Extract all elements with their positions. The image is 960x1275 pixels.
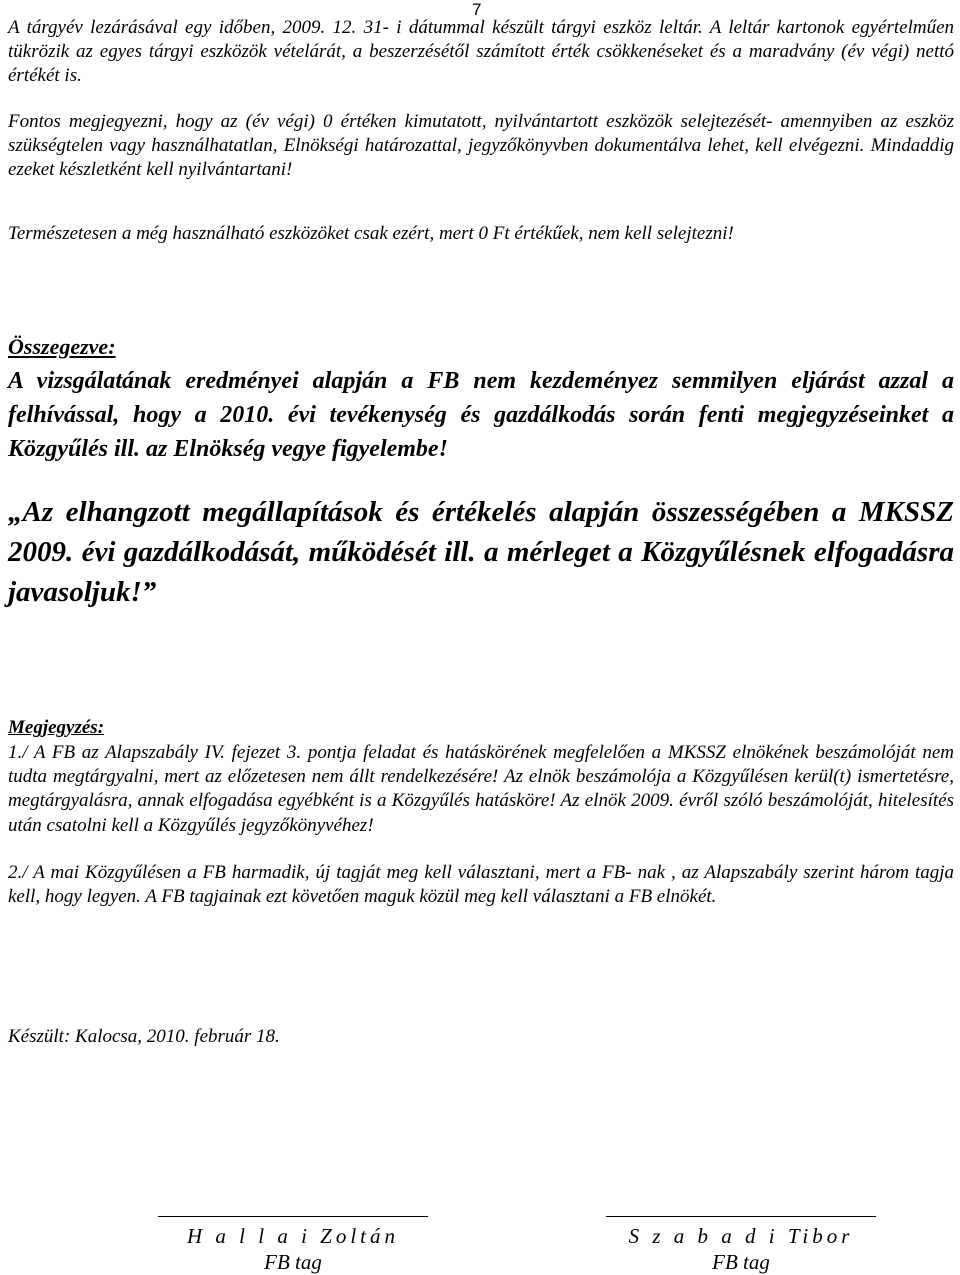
paragraph-usable-assets: Természetesen a még használható eszközöket csak ezért, mert 0 Ft értékűek, nem kell selejtezni! xyxy=(8,223,734,244)
recommendation-text: „Az elhangzott megállapítások és értékelés alapján összességében a MKSSZ 2009. évi gazdálkodását, működését ill. a mérleget a Közgyűlésnek elfogadásra javasoljuk!” xyxy=(8,496,954,608)
paragraph-write-off: Fontos megjegyezni, hogy az (év végi) 0 értéken kimutatott, nyilvántartott eszközök selejtezését- amennyiben az eszköz szükségtelen vagy használhatatlan, Elnökségi határozattal, jegyzőkönyvben dokumentálva lehet, kell elvégezni. Mindaddig ezeket készletként kell nyilvántartani! xyxy=(8,111,954,181)
signature-block-left xyxy=(158,1216,428,1275)
signature-role: FB tag xyxy=(264,1250,322,1274)
note-2: 2./ A mai Közgyűlésen a FB harmadik, új tagját meg kell választani, mert a FB- nak , az Alapszabály szerint három tagja kell, hogy legyen. A FB tagjainak ezt követően maguk közül meg kell választani a FB elnökét. xyxy=(8,862,954,908)
signature-role: FB tag xyxy=(712,1250,770,1274)
page-number: 7 xyxy=(472,0,482,19)
place-date: Készült: Kalocsa, 2010. február 18. xyxy=(8,1026,280,1047)
summary-text: A vizsgálatának eredményei alapján a FB nem kezdeményez semmilyen eljárást azzal a felhívással, hogy a 2010. évi tevékenység és gazdálkodás során fenti megjegyzéseinket a Közgyűlés ill. az Elnökség vegye figyelembe! xyxy=(8,368,954,462)
signature-name: H a l l a i Zoltán xyxy=(186,1224,400,1248)
signature-block-right xyxy=(606,1216,876,1275)
signature-name: S z a b a d i Tibor xyxy=(628,1224,854,1248)
notes-heading: Megjegyzés: xyxy=(8,717,105,738)
note-1: 1./ A FB az Alapszabály IV. fejezet 3. pontja feladat és hatáskörének megfelelően a MKSSZ elnökének beszámolóját nem tudta megtárgyalni, mert az előzetesen nem állt rendelkezésére! Az elnök beszámolója a Közgyűlésen kerül(t) ismertetésre, megtárgyalásra, annak elfogadása egyébként is a Közgyűlés hatásköre! Az elnök 2009. évről szóló beszámolóját, hitelesítés után csatolni kell a Közgyűlés jegyzőkönyvéhez! xyxy=(8,742,954,836)
paragraph-inventory: A tárgyév lezárásával egy időben, 2009. 12. 31- i dátummal készült tárgyi eszköz leltár. A leltár kartonok egyértelműen tükrözik az egyes tárgyi eszközök vételárát, a beszerzésétől számított érték csökkenéseket és a maradvány (év végi) nettó értékét is. xyxy=(8,17,954,87)
summary-heading: Összegezve: xyxy=(8,334,116,359)
